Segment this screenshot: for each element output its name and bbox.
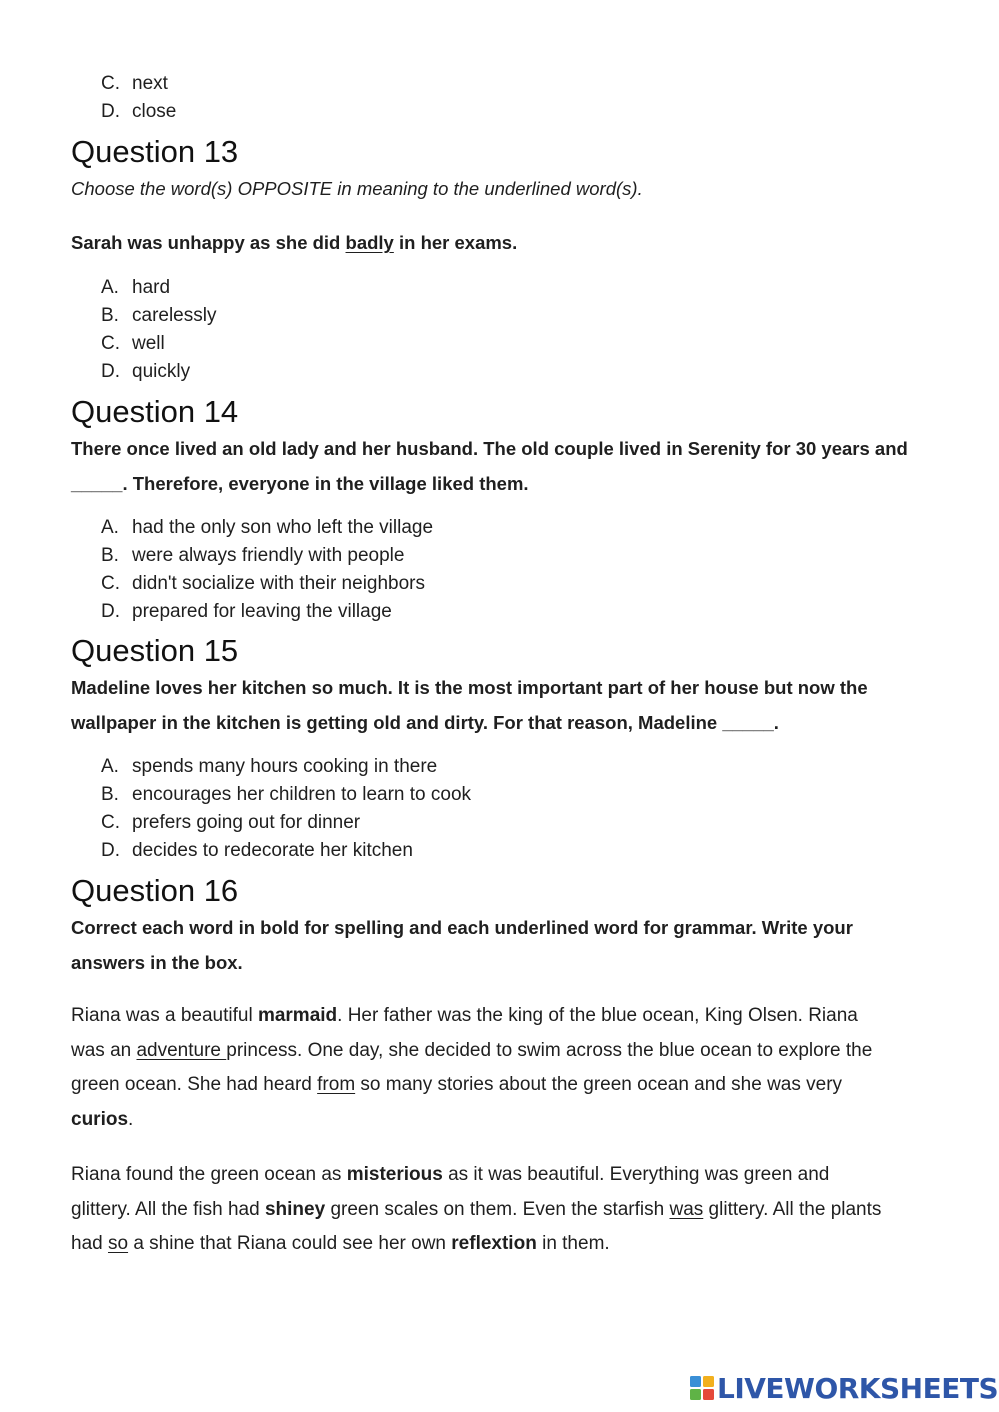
question-14-title: Question 14 [71,394,239,429]
option-d[interactable]: D. decides to redecorate her kitchen [101,840,413,861]
option-b[interactable]: B. carelessly [101,305,217,326]
question-16-title: Question 16 [71,873,239,908]
liveworksheets-logo-icon [690,1376,714,1400]
option-a[interactable]: A. hard [101,277,171,298]
question-13-instruction: Choose the word(s) OPPOSITE in meaning to the underlined word(s). [71,178,643,199]
story-paragraph-2: Riana found the green ocean as misterious as it was beautiful. Everything was green and glittery. All the fish had shiney green scales on them. Even the starfish was glittery. All the plants had so a shine that Riana could see her own reflextion in them. [71,1164,882,1254]
option-c[interactable]: C. prefers going out for dinner [101,812,361,833]
underlined-word-so: so [107,1233,129,1254]
option-b[interactable]: B. encourages her children to learn to cook [101,784,472,805]
option-c[interactable]: C. next [101,73,168,94]
liveworksheets-logo [690,1372,998,1404]
option-c[interactable]: C. well [101,333,165,354]
question-15-options [101,753,471,865]
question-13-sentence: Sarah was unhappy as she did badly in her exams. [71,232,518,253]
bold-word-misterious: misterious [346,1164,443,1185]
option-d[interactable]: D. quickly [101,361,191,382]
underlined-word-adventure: adventure [136,1039,227,1061]
question-15-stem: Madeline loves her kitchen so much. It is the most important part of her house but now the wallpaper in the kitchen is getting old and dirty. For that reason, Madeline _____. [71,677,868,733]
option-b[interactable]: B. were always friendly with people [101,545,405,566]
question-13-options [101,274,216,386]
bold-word-shiney: shiney [264,1198,326,1220]
bold-word-marmaid: marmaid [257,1005,338,1026]
option-a[interactable]: A. had the only son who left the village [101,517,434,538]
option-d[interactable]: D. close [101,101,177,122]
question-14-options [101,514,433,626]
underlined-word-was: was [669,1198,704,1220]
story-paragraph-1: Riana was a beautiful marmaid. Her father was the king of the blue ocean, King Olsen. Riana was an adventure princess. One day, she decided to swim across the blue ocean to explore the green ocean. She had heard from so many stories about the green ocean and she was very curios. [71,1005,873,1130]
brand-name: LIVEWORKSHEETS [717,1371,999,1405]
question-13-title: Question 13 [71,134,239,169]
option-c[interactable]: C. didn't socialize with their neighbors [101,573,426,594]
prev-question-options [101,70,176,126]
option-a[interactable]: A. spends many hours cooking in there [101,756,438,777]
underlined-word: badly [345,232,394,253]
question-16-instruction: Correct each word in bold for spelling and each underlined word for grammar. Write your answers in the box. [71,917,853,973]
bold-word-curios: curios [71,1108,129,1130]
option-d[interactable]: D. prepared for leaving the village [101,601,392,622]
question-15-title: Question 15 [71,633,239,668]
underlined-word-from: from [317,1074,356,1095]
bold-word-reflextion: reflextion [451,1233,537,1254]
question-14-stem: There once lived an old lady and her husband. The old couple lived in Serenity for 30 years and _____. Therefore, everyone in the village liked them. [71,438,908,494]
